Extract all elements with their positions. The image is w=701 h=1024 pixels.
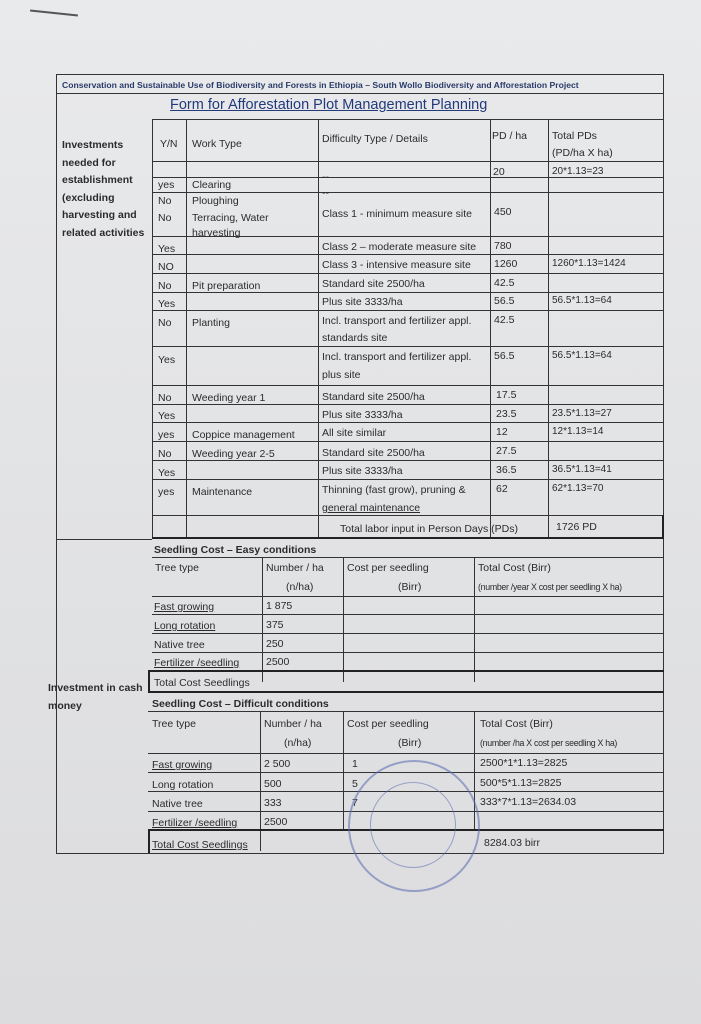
form-title: Form for Afforestation Plot Management Planning bbox=[170, 97, 488, 113]
labor-row-11-details: Plus site 3333/ha bbox=[322, 409, 403, 421]
labor-row-7-details: Plus site 3333/ha bbox=[322, 296, 403, 308]
labor-row-0-pd: 20 bbox=[493, 166, 505, 178]
col-work-type: Work Type bbox=[192, 138, 242, 150]
labor-row-5-pd: 1260 bbox=[494, 258, 518, 270]
labor-row-12-work: Coppice management bbox=[192, 429, 295, 441]
investment-cash-label: Investment in cash money bbox=[48, 682, 143, 712]
labor-row-1-yn: yes bbox=[158, 179, 175, 191]
pen-mark bbox=[30, 9, 78, 16]
project-header: Conservation and Sustainable Use of Biodiversity and Forests in Ethiopia – South Wollo Biodiversity and Afforestation Project bbox=[62, 80, 579, 90]
labor-row-15-pd: 62 bbox=[496, 483, 508, 495]
labor-row-7-yn: Yes bbox=[158, 298, 176, 310]
easy-row-3-number: 2500 bbox=[266, 656, 290, 668]
difficult-total-value: 8284.03 birr bbox=[484, 837, 541, 849]
easy-col-number: Number / ha bbox=[266, 562, 324, 574]
difficult-row-2-type: Native tree bbox=[152, 798, 203, 810]
difficult-row-0-number: 2 500 bbox=[264, 758, 291, 770]
labor-row-8-details: Incl. transport and fertilizer appl. bbox=[322, 315, 472, 327]
labor-row-4-pd: 780 bbox=[494, 240, 512, 252]
easy-col-total: Total Cost (Birr) bbox=[478, 562, 551, 574]
labor-row-13-pd: 27.5 bbox=[496, 445, 517, 457]
labor-row-3-yn: No bbox=[158, 212, 172, 224]
difficult-col-number-sub: (n/ha) bbox=[284, 737, 312, 749]
difficult-row-2-total: 333*7*1.13=2634.03 bbox=[480, 796, 577, 808]
difficult-col-cost-sub: (Birr) bbox=[398, 737, 422, 749]
labor-row-10-pd: 17.5 bbox=[496, 389, 517, 401]
easy-total-label: Total Cost Seedlings bbox=[154, 677, 250, 689]
difficult-col-total: Total Cost (Birr) bbox=[480, 718, 553, 730]
labor-row-8-work: Planting bbox=[192, 317, 230, 329]
difficult-row-1-total: 500*5*1.13=2825 bbox=[480, 777, 562, 789]
labor-row-2-yn: No bbox=[158, 195, 172, 207]
easy-row-2-number: 250 bbox=[266, 638, 284, 650]
easy-col-cost: Cost per seedling bbox=[347, 562, 429, 574]
labor-row-1-details: -- bbox=[322, 171, 329, 183]
labor-row-12-total: 12*1.13=14 bbox=[552, 426, 604, 437]
labor-row-13-work: Weeding year 2-5 bbox=[192, 448, 275, 460]
labor-row-3-work2: harvesting bbox=[192, 227, 241, 239]
difficult-row-0-cost: 1 bbox=[352, 758, 358, 770]
labor-row-13-yn: No bbox=[158, 448, 172, 460]
labor-row-5-yn: NO bbox=[158, 261, 174, 273]
col-difficulty: Difficulty Type / Details bbox=[322, 133, 428, 145]
labor-row-9-total: 56.5*1.13=64 bbox=[552, 350, 612, 361]
labor-row-12-details: All site similar bbox=[322, 427, 387, 439]
difficult-row-1-number: 500 bbox=[264, 778, 282, 790]
labor-row-2-work: Ploughing bbox=[192, 195, 239, 207]
official-stamp bbox=[348, 760, 480, 892]
investments-label: Investments needed for establishment (excluding harvesting and related activities bbox=[62, 139, 145, 239]
labor-row-9-details: Incl. transport and fertilizer appl. bbox=[322, 351, 472, 363]
labor-row-14-details: Plus site 3333/ha bbox=[322, 465, 403, 477]
easy-col-tree: Tree type bbox=[155, 562, 199, 574]
labor-row-9-yn: Yes bbox=[158, 354, 176, 366]
difficult-row-1-type: Long rotation bbox=[152, 779, 214, 791]
easy-col-total-sub: (number /year X cost per seedling X ha) bbox=[478, 582, 622, 592]
labor-row-9-details2: plus site bbox=[322, 369, 361, 381]
easy-row-0-type: Fast growing bbox=[154, 601, 215, 613]
labor-row-15-details: Thinning (fast grow), pruning & bbox=[322, 484, 466, 496]
easy-row-1-number: 375 bbox=[266, 619, 284, 631]
labor-row-11-pd: 23.5 bbox=[496, 408, 517, 420]
difficult-row-3-type: Fertilizer /seedling bbox=[152, 817, 238, 829]
labor-row-15-yn: yes bbox=[158, 486, 175, 498]
labor-row-11-total: 23.5*1.13=27 bbox=[552, 408, 612, 419]
labor-row-3-details: Class 1 - minimum measure site bbox=[322, 208, 472, 220]
labor-row-14-yn: Yes bbox=[158, 467, 176, 479]
labor-row-8-pd: 42.5 bbox=[494, 314, 515, 326]
difficult-row-0-type: Fast growing bbox=[152, 759, 213, 771]
easy-title: Seedling Cost – Easy conditions bbox=[154, 544, 317, 556]
difficult-col-cost: Cost per seedling bbox=[347, 718, 429, 730]
labor-row-3-work: Terracing, Water bbox=[192, 212, 269, 224]
easy-col-number-sub: (n/ha) bbox=[286, 581, 314, 593]
labor-row-4-details: Class 2 – moderate measure site bbox=[322, 241, 477, 253]
labor-row-10-details: Standard site 2500/ha bbox=[322, 391, 425, 403]
labor-row-15-total: 62*1.13=70 bbox=[552, 483, 604, 494]
labor-row-6-pd: 42.5 bbox=[494, 277, 515, 289]
labor-row-4-yn: Yes bbox=[158, 243, 176, 255]
difficult-title: Seedling Cost – Difficult conditions bbox=[152, 698, 329, 710]
col-yn: Y/N bbox=[160, 138, 178, 150]
labor-row-7-total: 56.5*1.13=64 bbox=[552, 295, 612, 306]
easy-row-2-type: Native tree bbox=[154, 639, 205, 651]
difficult-row-3-number: 2500 bbox=[264, 816, 288, 828]
labor-row-1-work: Clearing bbox=[192, 179, 232, 191]
labor-row-7-pd: 56.5 bbox=[494, 295, 515, 307]
labor-row-6-work: Pit preparation bbox=[192, 280, 261, 292]
labor-row-8-details2: standards site bbox=[322, 332, 388, 344]
labor-row-10-yn: No bbox=[158, 392, 172, 404]
easy-row-3-type: Fertilizer /seedling bbox=[154, 657, 240, 669]
labor-row-14-pd: 36.5 bbox=[496, 464, 517, 476]
labor-row-5-details: Class 3 - intensive measure site bbox=[322, 259, 471, 271]
labor-row-14-total: 36.5*1.13=41 bbox=[552, 464, 612, 475]
easy-row-0-number: 1 875 bbox=[266, 600, 293, 612]
official-stamp-inner-ring bbox=[370, 782, 456, 868]
total-labor-label: Total labor input in Person Days (PDs) bbox=[340, 523, 518, 535]
labor-row-12-pd: 12 bbox=[496, 426, 508, 438]
labor-row-0-total: 20*1.13=23 bbox=[552, 166, 604, 177]
labor-row-15-details2: general maintenance bbox=[322, 502, 421, 514]
labor-row-12-yn: yes bbox=[158, 429, 175, 441]
easy-row-1-type: Long rotation bbox=[154, 620, 216, 632]
difficult-row-2-cost: 7 bbox=[352, 797, 358, 809]
difficult-col-number: Number / ha bbox=[264, 718, 322, 730]
labor-row-2-details: -- bbox=[322, 187, 329, 199]
easy-col-cost-sub: (Birr) bbox=[398, 581, 422, 593]
labor-row-3-pd: 450 bbox=[494, 206, 512, 218]
col-total-pds: Total PDs bbox=[552, 130, 597, 142]
col-total-pds-sub: (PD/ha X ha) bbox=[552, 147, 613, 159]
labor-row-6-yn: No bbox=[158, 280, 172, 292]
difficult-col-tree: Tree type bbox=[152, 718, 196, 730]
difficult-col-total-sub: (number /ha X cost per seedling X ha) bbox=[480, 738, 618, 748]
difficult-row-1-cost: 5 bbox=[352, 778, 358, 790]
labor-row-15-work: Maintenance bbox=[192, 486, 253, 498]
labor-row-13-details: Standard site 2500/ha bbox=[322, 447, 425, 459]
labor-row-10-work: Weeding year 1 bbox=[192, 392, 266, 404]
labor-row-8-yn: No bbox=[158, 317, 172, 329]
document-page bbox=[48, 74, 664, 854]
labor-row-11-yn: Yes bbox=[158, 410, 176, 422]
difficult-total-label: Total Cost Seedlings bbox=[152, 839, 248, 851]
labor-row-5-total: 1260*1.13=1424 bbox=[552, 258, 626, 269]
difficult-row-0-total: 2500*1*1.13=2825 bbox=[480, 757, 568, 769]
difficult-row-2-number: 333 bbox=[264, 797, 282, 809]
labor-row-9-pd: 56.5 bbox=[494, 350, 515, 362]
labor-row-6-details: Standard site 2500/ha bbox=[322, 278, 425, 290]
total-labor-value: 1726 PD bbox=[556, 521, 597, 533]
col-pd-ha: PD / ha bbox=[492, 130, 528, 142]
